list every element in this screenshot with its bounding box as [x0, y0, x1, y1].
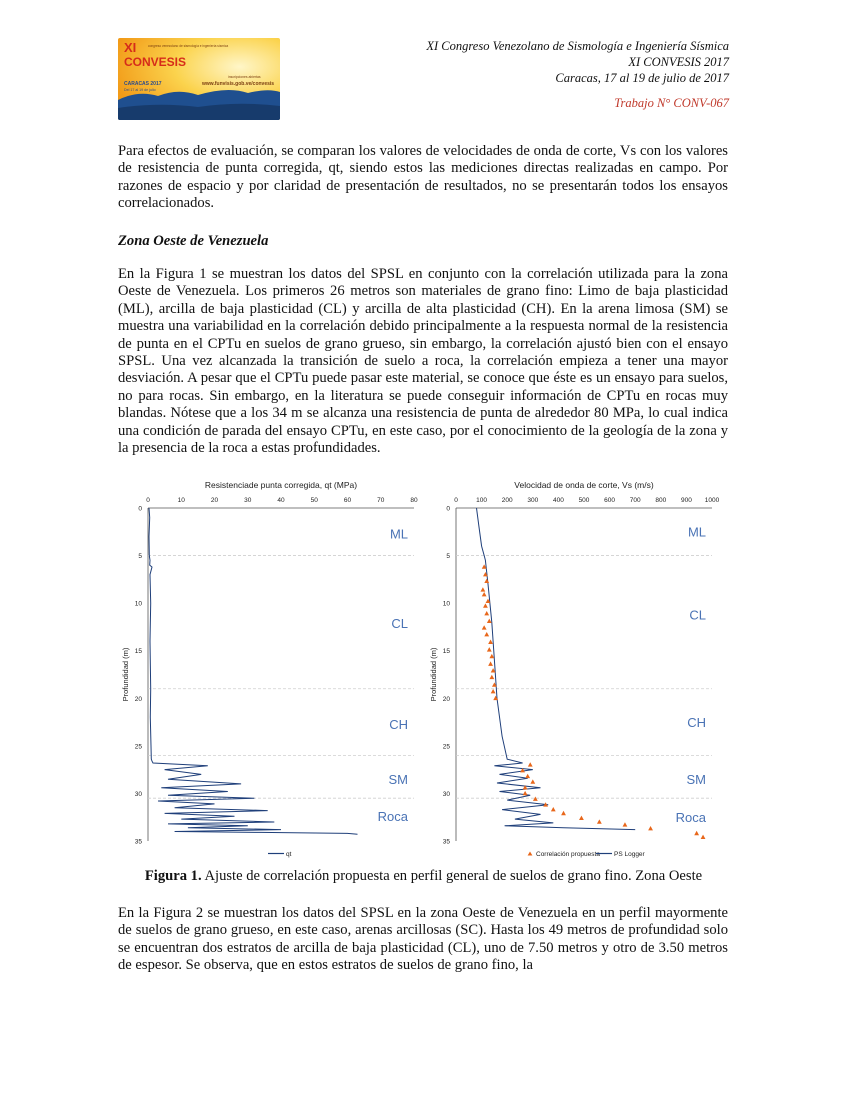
- chart2-series-line: [477, 508, 636, 830]
- chart2-y-axis-label: Profundidad (m): [429, 647, 438, 702]
- chart2-ps-logger-point: [482, 592, 487, 596]
- chart1-x-tick-label: 60: [343, 497, 352, 504]
- chart1-y-tick-label: 5: [138, 553, 142, 561]
- chart2-x-tick-label: 700: [629, 497, 641, 504]
- caption-label: Figura 1.: [144, 868, 202, 884]
- chart2-legend-marker: [528, 852, 533, 856]
- chart2-ps-logger-point: [482, 625, 487, 629]
- paragraph-figure1: En la Figura 1 se muestran los datos del SPSL en conjunto con la correlación utilizada para la zona Oeste de Venezuela. Los primeros 26 metros son materiales de grano fino: Limo de baja plasticidad (ML), arcilla de baja plasticidad (CL) y arcilla de alta plasticidad (CH). En la arena limosa (SM) se muestra una variabilidad en la correlación debido principalmente a la respuesta normal de la resistencia de punta en el CPTu en suelos de grano grueso, sin embargo, la correlación ajustó bien con el ensayo SPSL. Una vez alcanzada la transición de suelo a roca, la correlación empieza a tener una mayor desviación. A pesar que el CPTu puede pasar este material, se conoce que éste es un ensayo para suelos, no para rocas. Sin embargo, en la literatura se puede conseguir información de CPTu en rocas muy blandas. Nótese que a los 34 m se alcanza una resistencia de punta de alrededor 80 MPa, lo cual indica una condición de parada del ensayo CPTu, en este caso, por el conocimiento de la geología de la zona y la presencia de la roca a estas profundidades.: [118, 266, 728, 457]
- chart2-ps-logger-point: [489, 675, 494, 679]
- logo-tag2: inscripciones abiertas: [228, 75, 261, 79]
- chart2-layer-label: Roca: [675, 810, 706, 826]
- chart2-y-tick-label: 35: [442, 838, 450, 846]
- chart2-y-tick-label: 15: [442, 648, 450, 656]
- chart2-x-tick-label: 100: [476, 497, 488, 504]
- figure-1-charts: [112, 475, 732, 865]
- chart1-x-tick-label: 80: [410, 497, 418, 504]
- chart2-ps-logger-point: [491, 689, 496, 693]
- paragraph-figure2: En la Figura 2 se muestran los datos del SPSL en la zona Oeste de Venezuela en un perfil mayormente de suelos de grano grueso, en este caso, arenas arcillosas (SC). Hasta los 49 metros de profundidad solo se encuentran dos estratos de arcilla de baja plasticidad (CL), uno de 7.50 metros y otro de 3.50 metros de espesor. Se observa, que en estos estratos de suelos de grano fino, la: [118, 905, 728, 974]
- section-heading: Zona Oeste de Venezuela: [118, 233, 269, 249]
- chart2-ps-logger-point: [483, 603, 488, 607]
- logo-line2: CONVESIS: [124, 55, 187, 69]
- chart1-x-tick-label: 0: [146, 497, 150, 504]
- header-edition: XI CONVESIS 2017: [628, 55, 729, 69]
- chart2-ps-logger-point: [551, 807, 556, 811]
- chart2-ps-logger-point: [487, 647, 492, 651]
- logo-line1: XI: [124, 40, 137, 55]
- chart2-ps-logger-point: [694, 831, 699, 835]
- congress-logo: [118, 38, 280, 120]
- chart1-x-tick-label: 40: [277, 497, 285, 504]
- chart1-title: Resistenciade punta corregida, qt (MPa): [204, 480, 358, 490]
- chart2-x-tick-label: 900: [680, 497, 692, 504]
- chart2-ps-logger-point: [484, 611, 489, 615]
- chart2-x-tick-label: 600: [604, 497, 616, 504]
- chart2-layer-label: SM: [686, 772, 706, 788]
- chart1-y-tick-label: 30: [134, 790, 142, 798]
- chart2-ps-logger-point: [561, 811, 566, 815]
- chart1-layer-label: CL: [391, 616, 408, 632]
- chart1-series-line: [149, 508, 358, 834]
- logo-graphic: [118, 38, 280, 120]
- chart1-y-tick-label: 0: [138, 505, 142, 513]
- chart2-ps-logger-point: [484, 579, 489, 583]
- chart1-y-tick-label: 10: [134, 600, 142, 608]
- chart2-layer-label: ML: [687, 524, 706, 540]
- chart2-ps-logger-point: [533, 797, 538, 801]
- chart2-y-tick-label: 10: [442, 600, 450, 608]
- logo-city: CARACAS 2017: [124, 81, 162, 87]
- chart1-layer-label: CH: [389, 716, 408, 732]
- chart1-y-axis-label: Profundidad (m): [121, 647, 130, 702]
- chart1-y-tick-label: 15: [134, 648, 142, 656]
- chart2-title: Velocidad de onda de corte, Vs (m/s): [514, 480, 654, 490]
- chart2-ps-logger-point: [530, 779, 535, 783]
- chart2-x-tick-label: 200: [501, 497, 513, 504]
- chart1-x-tick-label: 10: [177, 497, 185, 504]
- chart2-ps-logger-point: [528, 762, 533, 766]
- paragraph-intro: Para efectos de evaluación, se comparan los valores de velocidades de onda de corte, Vs con los valores de resistencia de punta corregida, qt, siendo estos las mediciones directas realizadas en campo. Por razones de espacio y por claridad de presentación de resultados, no se presentarán todos los ensayos correlacionados.: [118, 143, 728, 212]
- page-header: [426, 38, 729, 86]
- logo-url: www.funvisis.gob.ve/convesis: [202, 81, 275, 87]
- chart2-ps-logger-point: [701, 835, 706, 839]
- chart1-y-tick-label: 35: [134, 838, 142, 846]
- chart2-ps-logger-point: [597, 819, 602, 823]
- chart2-y-tick-label: 5: [446, 553, 450, 561]
- chart2-ps-logger-point: [579, 816, 584, 820]
- chart1-x-tick-label: 30: [244, 497, 252, 504]
- chart2-y-tick-label: 25: [442, 743, 450, 751]
- chart2-ps-logger-point: [648, 826, 653, 830]
- chart2-ps-logger-point: [523, 791, 528, 795]
- chart2-y-tick-label: 30: [442, 790, 450, 798]
- logo-tagline: congreso venezolano de sismología e ingeniería sísmica: [148, 44, 229, 48]
- figure-1: [112, 475, 732, 870]
- chart2-ps-logger-point: [525, 774, 530, 778]
- chart1-layer-label: SM: [388, 772, 408, 788]
- chart2-y-tick-label: 0: [446, 505, 450, 513]
- chart1-x-tick-label: 20: [210, 497, 219, 504]
- chart2-x-tick-label: 400: [552, 497, 564, 504]
- chart2-x-tick-label: 0: [454, 497, 458, 504]
- chart2-ps-logger-point: [484, 632, 489, 636]
- chart2-legend-label: Correlación propuesta: [536, 851, 600, 858]
- chart2-x-tick-label: 300: [527, 497, 539, 504]
- paper-number: Trabajo N° CONV-067: [614, 96, 729, 110]
- chart1-layer-label: ML: [389, 526, 408, 542]
- chart2-ps-logger-point: [488, 661, 493, 665]
- chart2-layer-label: CH: [687, 715, 706, 731]
- chart1-y-tick-label: 25: [134, 743, 142, 751]
- chart1-legend-label: qt: [286, 851, 292, 858]
- chart2-x-tick-label: 500: [578, 497, 590, 504]
- chart2-ps-logger-point: [487, 619, 492, 623]
- header-location-date: Caracas, 17 al 19 de julio de 2017: [555, 71, 729, 85]
- chart2-ps-logger-point: [623, 822, 628, 826]
- chart2-legend-label: PS Logger: [614, 851, 645, 858]
- chart2-layer-label: CL: [689, 607, 706, 623]
- chart1-y-tick-label: 20: [134, 695, 142, 703]
- chart1-x-tick-label: 70: [377, 497, 385, 504]
- chart2-ps-logger-point: [480, 587, 485, 591]
- chart1-layer-label: Roca: [377, 809, 408, 825]
- logo-dates: Del 17 al 19 de julio: [124, 88, 156, 92]
- figure-caption: [0, 868, 847, 885]
- chart1-x-tick-label: 50: [310, 497, 318, 504]
- header-congress-name: XI Congreso Venezolano de Sismología e Ingeniería Sísmica: [426, 39, 729, 53]
- chart2-x-tick-label: 1000: [704, 497, 720, 504]
- chart2-y-tick-label: 20: [442, 695, 450, 703]
- chart2-x-tick-label: 800: [655, 497, 667, 504]
- caption-text: Ajuste de correlación propuesta en perfil general de suelos de grano fino. Zona Oeste: [201, 868, 703, 884]
- chart2-ps-logger-point: [488, 640, 493, 644]
